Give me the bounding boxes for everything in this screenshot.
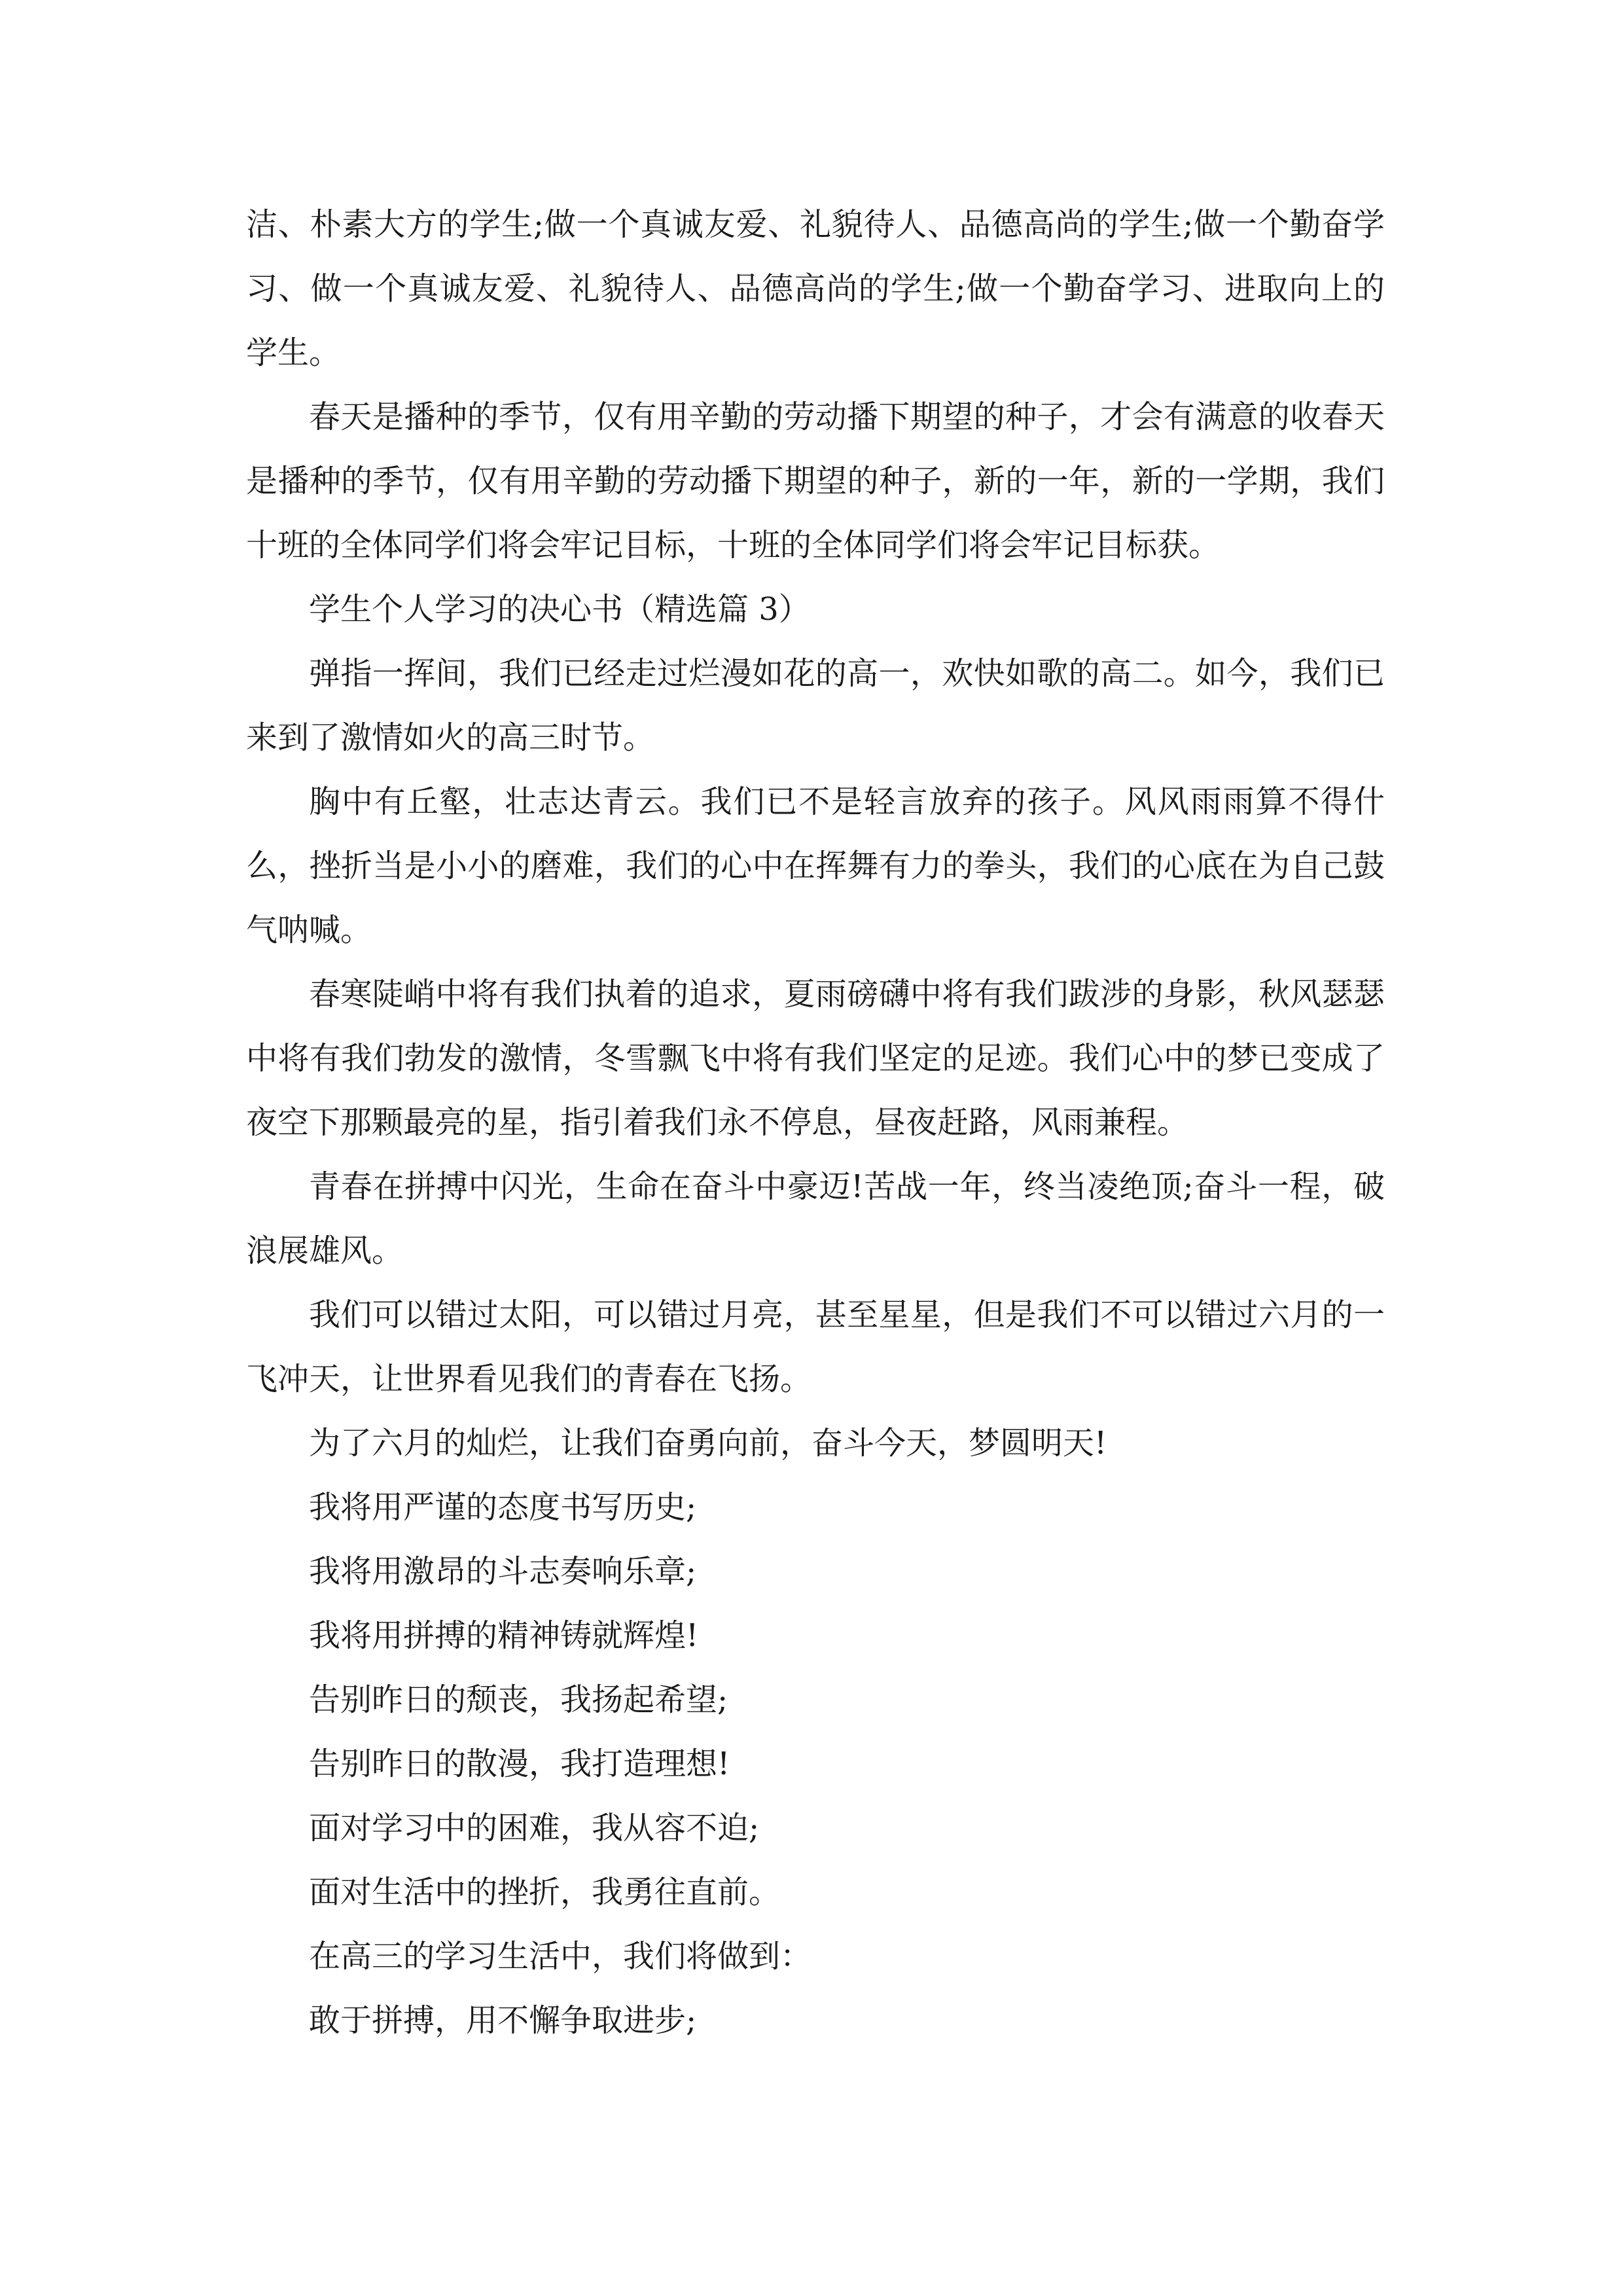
paragraph-2: 春天是播种的季节，仅有用辛勤的劳动播下期望的种子，才会有满意的收春天是播种的季节，仅有用辛勤的劳动播下期望的种子，新的一年，新的一学期，我们十班的全体同学们将会牢记目标，十班的全体同学们将会牢记目标获。 bbox=[246, 399, 1385, 564]
pledge-line-7: 面对生活中的挫折，我勇往直前。 bbox=[309, 1874, 781, 1910]
paragraph-4: 胸中有丘壑，壮志达青云。我们已不是轻言放弃的孩子。风风雨雨算不得什么，挫折当是小小的磨难，我们的心中在挥舞有力的拳头，我们的心底在为自己鼓气呐喊。 bbox=[246, 783, 1385, 948]
pledge-line-1: 我将用严谨的态度书写历史; bbox=[309, 1489, 697, 1526]
paragraph-3: 弹指一挥间，我们已经走过烂漫如花的高一，欢快如歌的高二。如今，我们已来到了激情如火的高三时节。 bbox=[246, 655, 1385, 756]
pledge-line-3: 我将用拼搏的精神铸就辉煌! bbox=[309, 1617, 699, 1654]
paragraph-6: 青春在拼搏中闪光，生命在奋斗中豪迈!苦战一年，终当凌绝顶;奋斗一程，破浪展雄风。 bbox=[246, 1168, 1385, 1269]
pledge-line-8: 敢于拼搏，用不懈争取进步; bbox=[309, 2002, 697, 2039]
document-body bbox=[246, 192, 1385, 2053]
paragraph-5: 春寒陡峭中将有我们执着的追求，夏雨磅礴中将有我们跋涉的身影，秋风瑟瑟中将有我们勃发的激情，冬雪飘飞中将有我们坚定的足迹。我们心中的梦已变成了夜空下那颗最亮的星，指引着我们永不停息，昼夜赶路，风雨兼程。 bbox=[246, 976, 1385, 1141]
section-heading: 学生个人学习的决心书（精选篇 3） bbox=[309, 591, 810, 628]
paragraph-7: 我们可以错过太阳，可以错过月亮，甚至星星，但是我们不可以错过六月的一飞冲天，让世界看见我们的青春在飞扬。 bbox=[246, 1297, 1385, 1397]
pledge-line-5: 告别昨日的散漫，我打造理想! bbox=[309, 1746, 730, 1782]
paragraph-8: 为了六月的灿烂，让我们奋勇向前，奋斗今天，梦圆明天! bbox=[309, 1425, 1107, 1462]
pledge-line-2: 我将用激昂的斗志奏响乐章; bbox=[309, 1553, 697, 1590]
paragraph-1: 洁、朴素大方的学生;做一个真诚友爱、礼貌待人、品德高尚的学生;做一个勤奋学习、做一个真诚友爱、礼貌待人、品德高尚的学生;做一个勤奋学习、进取向上的学生。 bbox=[246, 206, 1385, 371]
pledge-line-4: 告别昨日的颓丧，我扬起希望; bbox=[309, 1681, 728, 1718]
pledge-line-6: 面对学习中的困难，我从容不迫; bbox=[309, 1810, 760, 1846]
pledge-intro: 在高三的学习生活中，我们将做到： bbox=[309, 1938, 812, 1975]
